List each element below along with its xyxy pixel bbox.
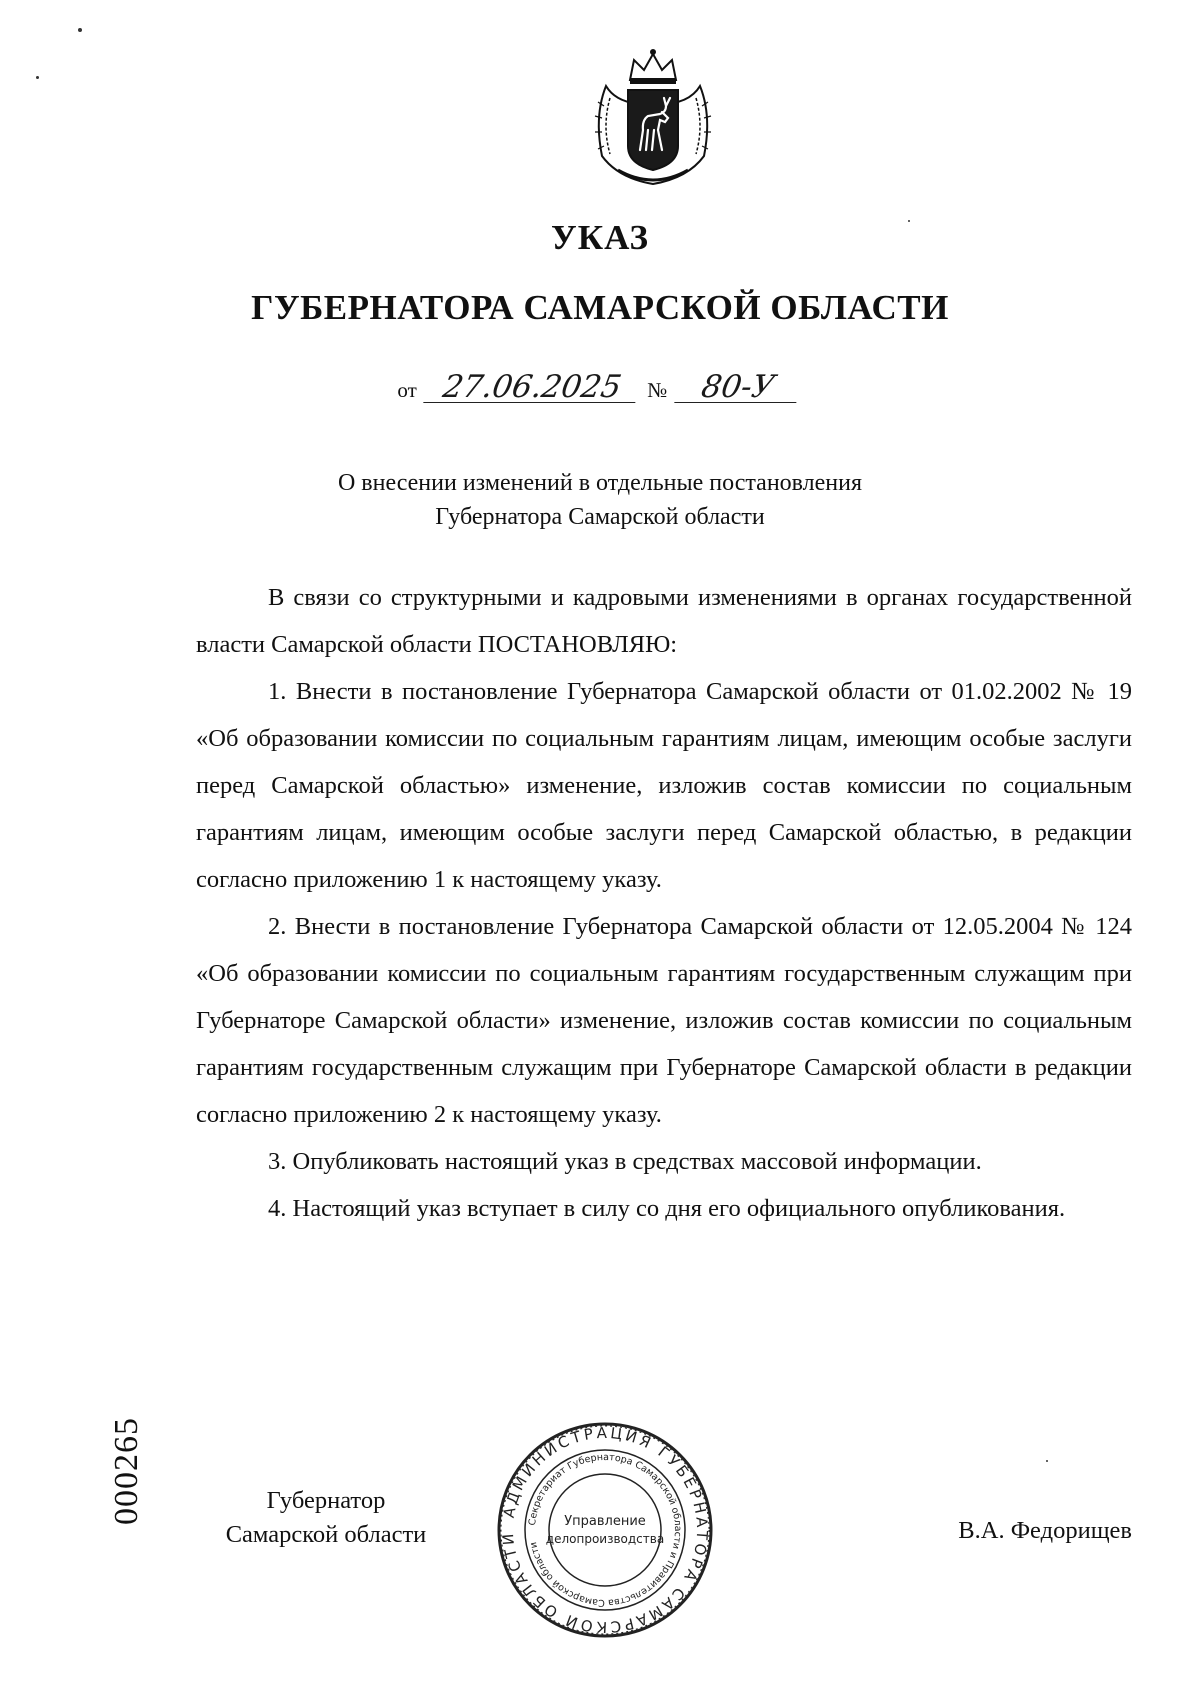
body-paragraph: 4. Настоящий указ вступает в силу со дня его официального опубликования. — [268, 1195, 1066, 1222]
stamp-outer-text: АДМИНИСТРАЦИЯ ГУБЕРНАТОРА САМАРСКОЙ ОБЛАСТИ — [498, 1423, 712, 1637]
signatory-position — [196, 1484, 456, 1552]
body-paragraph: 1. Внести в постановление Губернатора Самарской области от 01.02.2002 № 19 «Об образовании комиссии по социальным гарантиям лицам, имеющим особые заслуги перед Самарской областью» изменение, изложив состав комиссии по социальным гарантиям лицам, имеющим особые заслуги перед Самарской областью, в редакции согласно приложению 1 к настоящему указу. — [196, 678, 1132, 893]
svg-text:Секретариат Губернатора Самарс — [527, 1452, 683, 1608]
scan-speck — [1046, 1460, 1048, 1462]
scan-speck — [78, 28, 82, 32]
stamp-center-line: делопроизводства — [545, 1532, 665, 1546]
body-paragraph: В связи со структурными и кадровыми изменениями в органах государственной власти Самарской области ПОСТАНОВЛЯЮ: — [196, 584, 1132, 658]
serial-number: 000265 — [108, 1417, 145, 1525]
stamp-center-line: Управление — [564, 1514, 646, 1529]
document-title: УКАЗ — [551, 218, 649, 257]
scan-speck — [908, 220, 910, 222]
position-line: Самарской области — [225, 1521, 427, 1548]
signatory-name: В.А. Федорищев — [958, 1517, 1132, 1544]
official-stamp-seal — [494, 1419, 716, 1641]
number-label: № — [647, 378, 668, 402]
body-paragraph: 2. Внести в постановление Губернатора Самарской области от 12.05.2004 № 124 «Об образовании комиссии по социальным гарантиям государственным служащим при Губернаторе Самарской области» изменение, изложив состав комиссии по социальным гарантиям государственным служащим при Губернаторе Самарской области в редакции согласно приложению 2 к настоящему указу. — [196, 913, 1132, 1128]
subject-line: Губернатора Самарской области — [435, 504, 765, 530]
handwritten-number: 80-У — [674, 372, 801, 403]
date-number-line — [0, 369, 1200, 405]
body-paragraph: 3. Опубликовать настоящий указ в средствах массовой информации. — [268, 1148, 982, 1175]
subject-line: О внесении изменений в отдельные постановления — [337, 470, 863, 496]
document-issuer: ГУБЕРНАТОРА САМАРСКОЙ ОБЛАСТИ — [251, 288, 949, 327]
document-subject — [0, 466, 1200, 534]
date-prefix-label: от — [397, 378, 417, 402]
position-line: Губернатор — [266, 1487, 386, 1514]
samara-coat-of-arms-icon — [588, 46, 718, 188]
scan-speck — [36, 76, 39, 79]
handwritten-date: 27.06.2025 — [423, 372, 640, 403]
stamp-inner-text: Секретариат Губернатора Самарской области и Правительства Самарской области — [527, 1451, 684, 1609]
document-body — [196, 574, 1132, 1232]
